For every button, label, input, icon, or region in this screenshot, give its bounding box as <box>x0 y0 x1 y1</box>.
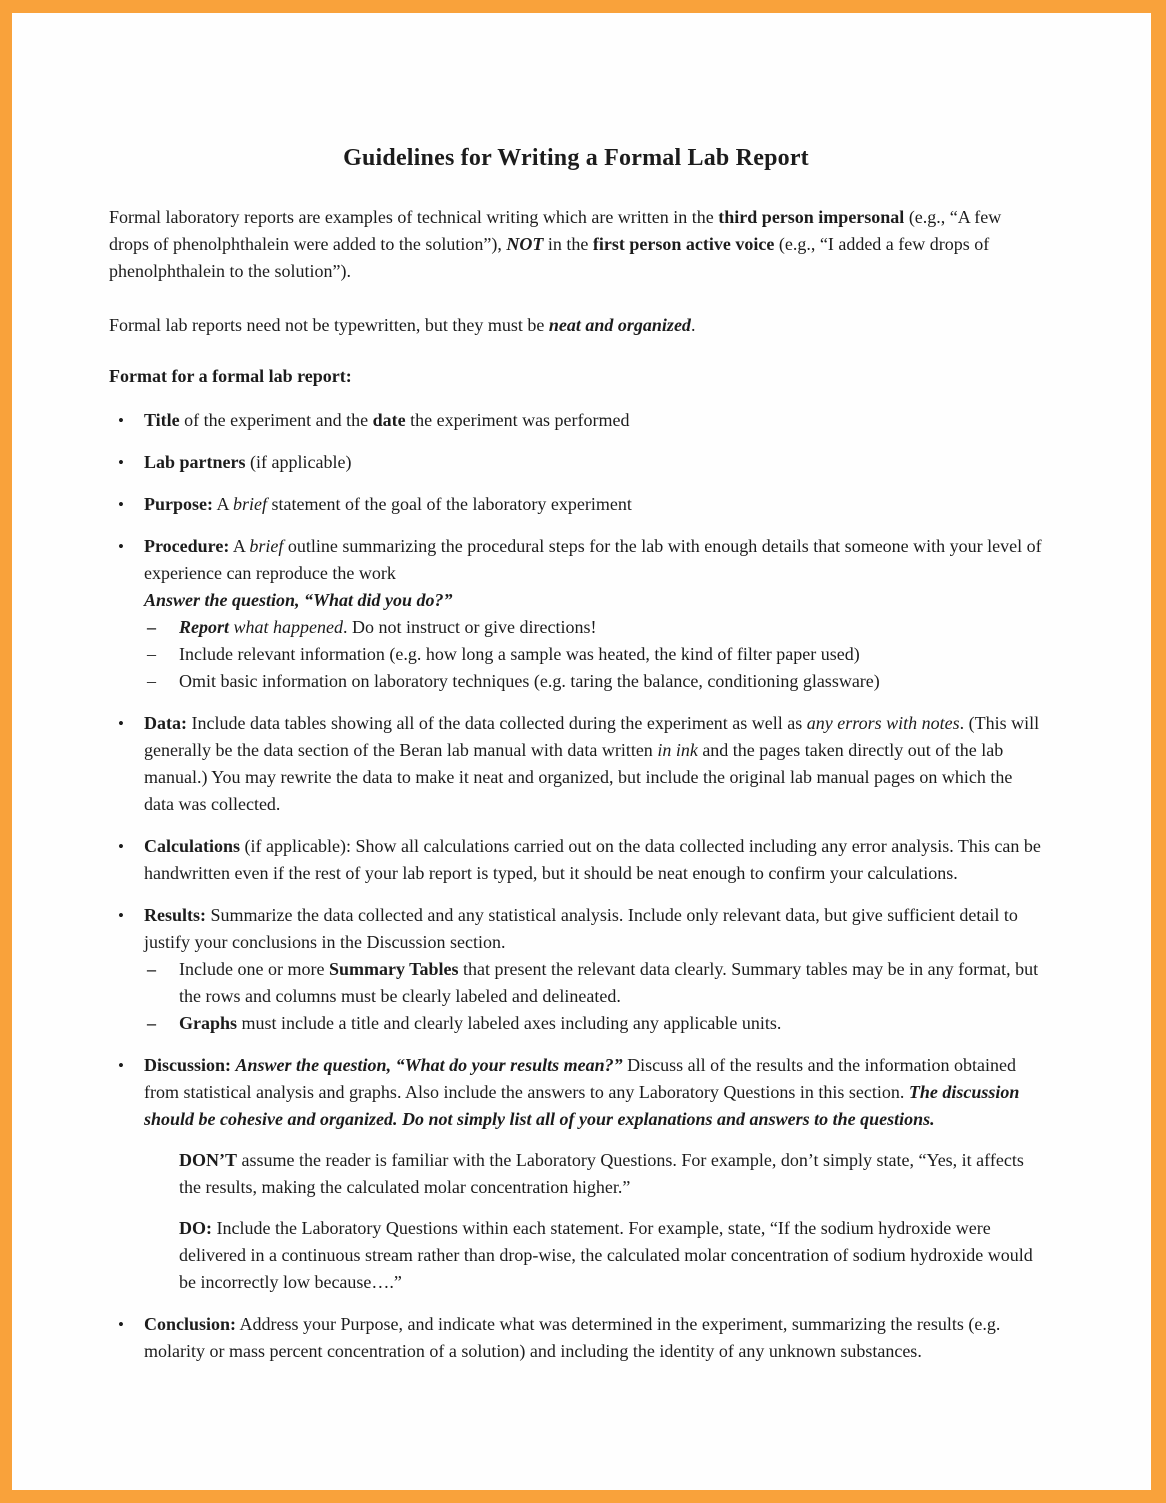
list-item <box>109 902 1043 1037</box>
text-segment: (if applicable) <box>245 452 352 472</box>
text-segment: Lab partners <box>144 452 246 472</box>
text-segment: brief <box>249 536 284 556</box>
list-item <box>109 833 1043 887</box>
text-segment: . <box>690 315 696 335</box>
sub-list-item <box>144 614 1043 641</box>
list-item <box>109 1311 1043 1365</box>
text-segment: Purpose: <box>144 494 213 514</box>
list-item <box>109 710 1043 818</box>
text-segment: Discuss all of the results and the information obtained from statistical analysis and graphs. Also include the answers to any Laboratory Questions in this section. <box>144 1055 1017 1102</box>
indented-paragraph <box>179 1147 1043 1201</box>
dash-icon: – <box>147 617 156 637</box>
list-item-content <box>144 710 1043 818</box>
text-segment: first person active voice <box>592 234 775 254</box>
text-segment: Calculations <box>144 836 241 856</box>
document-content <box>12 13 1043 1365</box>
document-page <box>12 13 1151 1490</box>
dash-icon: – <box>147 959 156 979</box>
sub-list-item-text <box>179 956 1043 1010</box>
text-segment: Address your Purpose, and indicate what was determined in the experiment, summarizing the results (e.g. molarity or mass percent concentration of a solution) and including the identity of any unknown substances. <box>144 1314 1001 1361</box>
text-segment: (e.g., “A few drops of phenolphthalein were added to the solution”), <box>109 207 1002 254</box>
text-segment: Graphs <box>179 1013 238 1033</box>
text-segment: Report <box>179 617 230 637</box>
sub-list-item <box>144 1010 1043 1037</box>
format-heading: Format for a formal lab report: <box>109 366 352 386</box>
sub-list-item-text <box>179 641 860 668</box>
text-segment: Data: <box>144 713 187 733</box>
text-segment: brief <box>233 494 268 514</box>
bullet-icon: • <box>118 411 124 430</box>
dash-icon: – <box>147 1013 156 1033</box>
text-segment: Answer the question, “What did you do?” <box>144 590 453 610</box>
sub-list-item-text <box>179 1010 781 1037</box>
text-segment: statement of the goal of the laboratory experiment <box>267 494 632 514</box>
text-segment: (e.g., “I added a few drops of phenolphthalein to the solution”). <box>109 234 990 281</box>
list-item-content <box>144 902 1043 1037</box>
text-segment: Answer the question, “What do your results mean?” <box>235 1055 623 1075</box>
text-segment: Include relevant information (e.g. how long a sample was heated, the kind of filter paper used) <box>179 644 860 664</box>
list-item-text <box>144 902 1043 956</box>
bullet-icon: • <box>118 453 124 472</box>
dash-icon: – <box>147 671 156 691</box>
answer-question-line <box>144 587 1043 614</box>
list-item-text <box>144 533 1043 587</box>
text-segment: Results: <box>144 905 206 925</box>
text-segment: Include the Laboratory Questions within each statement. For example, state, “If the sodium hydroxide were delivered in a continuous stream rather than drop-wise, the calculated molar concentration of sodium hydroxide would be incorrectly low because….” <box>179 1218 1033 1292</box>
text-segment: and the pages taken directly out of the lab manual.) You may rewrite the data to make it neat and organized, but include the original lab manual pages on which the data was collected. <box>144 740 1013 814</box>
document-title: Guidelines for Writing a Formal Lab Report <box>343 145 809 171</box>
text-segment: A <box>213 494 234 514</box>
intro-paragraph <box>109 204 1043 285</box>
indented-paragraph <box>179 1215 1043 1296</box>
list-item-content <box>144 449 1043 476</box>
bullet-icon: • <box>118 1315 124 1334</box>
text-segment: Formal laboratory reports are examples of technical writing which are written in the <box>109 207 719 227</box>
list-item <box>109 1052 1043 1296</box>
list-item <box>109 407 1043 434</box>
text-segment: neat and organized <box>548 315 691 335</box>
text-segment: any errors with notes <box>806 713 960 733</box>
note-paragraph <box>109 312 1043 339</box>
text-segment: in ink <box>657 740 698 760</box>
dash-icon: – <box>147 644 156 664</box>
list-item-content <box>144 533 1043 695</box>
text-segment: DO: <box>179 1218 212 1238</box>
list-item-text <box>144 449 1043 476</box>
sub-list-item-text <box>179 668 880 695</box>
sub-list-item <box>144 668 1043 695</box>
text-segment: (if applicable): Show all calculations carried out on the data collected including any error analysis. This can be handwritten even if the rest of your lab report is typed, but it should be neat enough to confirm your calculations. <box>144 836 1041 883</box>
text-segment: Title <box>144 410 180 430</box>
list-item-content <box>144 491 1043 518</box>
bullet-icon: • <box>118 495 124 514</box>
text-segment: date <box>372 410 406 430</box>
text-segment: Discussion: <box>144 1055 232 1075</box>
bullet-icon: • <box>118 714 124 733</box>
text-segment: Include data tables showing all of the data collected during the experiment as well as <box>187 713 807 733</box>
text-segment: third person impersonal <box>718 207 905 227</box>
text-segment: Summarize the data collected and any statistical analysis. Include only relevant data, but give sufficient detail to justify your conclusions in the Discussion section. <box>144 905 1018 952</box>
list-item <box>109 533 1043 695</box>
text-segment: The discussion should be cohesive and organized. Do not simply list all of your explanations and answers to the questions. <box>144 1082 1020 1129</box>
text-segment: Omit basic information on laboratory techniques (e.g. taring the balance, conditioning glassware) <box>179 671 880 691</box>
list-item-text <box>144 407 1043 434</box>
text-segment: Conclusion: <box>144 1314 237 1334</box>
sub-list-item <box>144 641 1043 668</box>
list-item-content <box>144 407 1043 434</box>
text-segment: the experiment was performed <box>405 410 630 430</box>
bullet-icon: • <box>118 537 124 556</box>
format-bullet-list <box>109 407 1043 1365</box>
text-segment: of the experiment and the <box>179 410 373 430</box>
list-item-text <box>144 491 1043 518</box>
list-item-content <box>144 1052 1043 1296</box>
list-item-text <box>144 710 1043 818</box>
text-segment: DON’T <box>179 1150 237 1170</box>
bullet-icon: • <box>118 906 124 925</box>
list-item-text <box>144 1311 1043 1365</box>
text-segment: . (This will generally be the data section of the Beran lab manual with data written <box>144 713 1040 760</box>
text-segment: that present the relevant data clearly. Summary tables may be in any format, but the rows and columns must be clearly labeled and delineated. <box>179 959 1039 1006</box>
text-segment: must include a title and clearly labeled axes including any applicable units. <box>237 1013 782 1033</box>
text-segment: Include one or more <box>179 959 329 979</box>
list-item-content <box>144 833 1043 887</box>
list-item <box>109 449 1043 476</box>
list-item-content <box>144 1311 1043 1365</box>
text-segment: NOT <box>506 234 544 254</box>
bullet-icon: • <box>118 837 124 856</box>
list-item <box>109 491 1043 518</box>
text-segment: in the <box>543 234 593 254</box>
text-segment: what happened <box>229 617 344 637</box>
text-segment: outline summarizing the procedural steps for the lab with enough details that someone with your level of experience can reproduce the work <box>144 536 1042 583</box>
text-segment: Formal lab reports need not be typewritten, but they must be <box>109 315 549 335</box>
list-item-text <box>144 1052 1043 1133</box>
text-segment: A <box>229 536 250 556</box>
sub-list-item-text <box>179 614 596 641</box>
text-segment: Procedure: <box>144 536 230 556</box>
text-segment: assume the reader is familiar with the Laboratory Questions. For example, don’t simply state, “Yes, it affects the results, making the calculated molar concentration higher.” <box>179 1150 1024 1197</box>
sub-list-item <box>144 956 1043 1010</box>
bullet-icon: • <box>118 1056 124 1075</box>
list-item-text <box>144 833 1043 887</box>
text-segment: . Do not instruct or give directions! <box>343 617 597 637</box>
text-segment: Summary Tables <box>328 959 459 979</box>
